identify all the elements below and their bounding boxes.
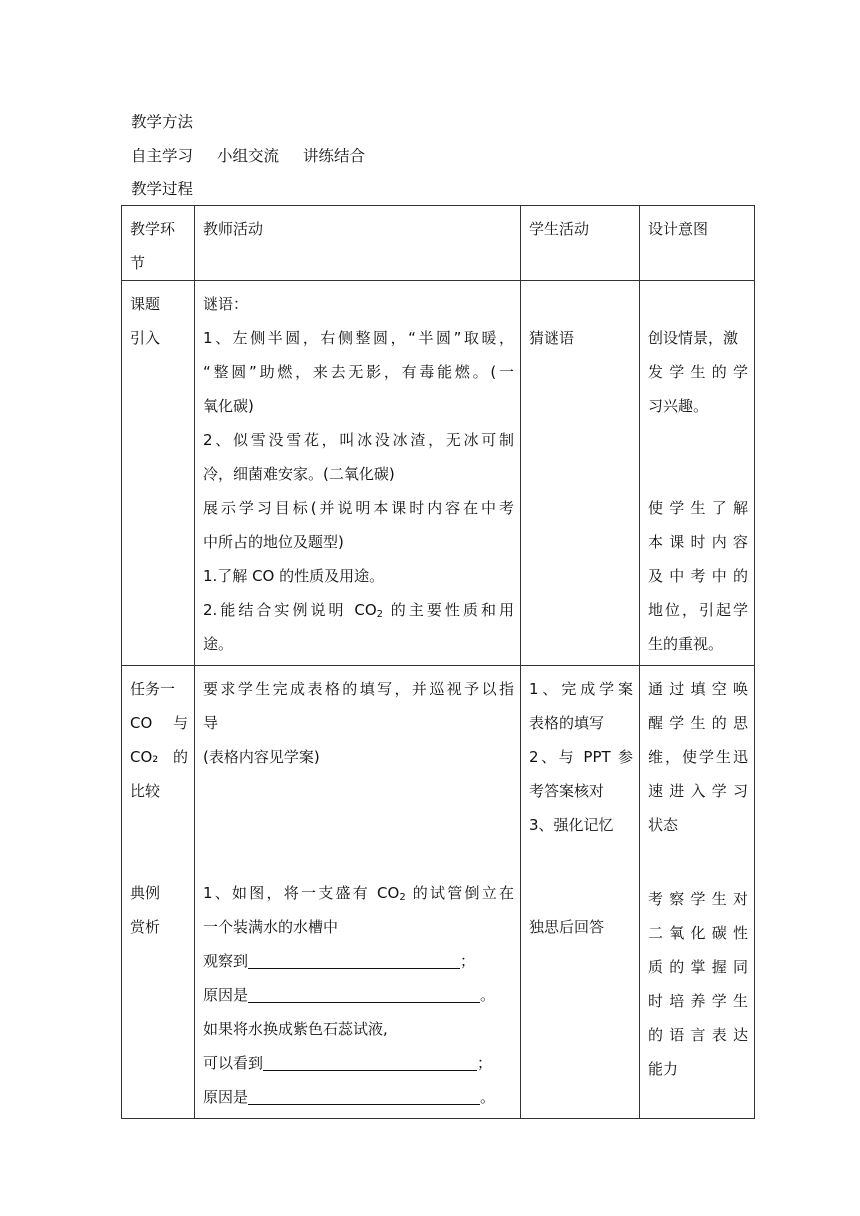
intent-line: 本课时内容: [648, 533, 748, 551]
teacher-line: 2、似雪没雪花，叫冰没冰渣，无冰可制: [203, 431, 514, 449]
header-teacher: 教师活动: [195, 206, 521, 281]
header-student: 学生活动: [521, 206, 640, 281]
stage-line: 赏析: [130, 918, 161, 936]
table-row: [122, 281, 755, 666]
method-item: 讲练结合: [303, 147, 366, 165]
stage-line: 引入: [130, 329, 161, 347]
teacher-line: 展示学习目标(并说明本课时内容在中考: [203, 499, 514, 517]
student-line: 2、与 PPT 参: [529, 748, 633, 766]
intent-line: 时培养学生: [648, 992, 748, 1010]
teacher-line: 2.能结合实例说明 $CO_2$ 的主要性质和用: [203, 601, 514, 620]
stage-line: 任务一: [130, 680, 176, 698]
stage-line: 典例: [130, 884, 161, 902]
teacher-line: 可以看到 ；: [203, 1054, 493, 1072]
stage-cell: [122, 281, 195, 666]
heading-teaching-method: 教学方法: [131, 113, 194, 131]
student-line: 1、完成学案: [529, 680, 633, 698]
teacher-line: 一个装满水的水槽中: [203, 918, 339, 936]
intent-line: 通过填空唤: [648, 680, 748, 698]
stage-line: CO₂ 的: [130, 748, 188, 766]
student-cell: [521, 281, 640, 666]
student-line: 3、强化记忆: [529, 816, 614, 834]
student-line: 独思后回答: [529, 918, 605, 936]
teacher-line: 中所占的地位及题型): [203, 533, 344, 551]
teacher-line: 1.了解 CO 的性质及用途。: [203, 567, 385, 585]
teacher-line: (表格内容见学案): [203, 748, 320, 766]
student-line: 考答案核对: [529, 782, 605, 800]
student-line: 表格的填写: [529, 714, 605, 732]
stage-line: 比较: [130, 782, 161, 800]
teaching-methods: [131, 146, 365, 166]
intent-line: 考察学生对: [648, 890, 748, 908]
intent-cell: [640, 666, 755, 1119]
intent-line: 状态: [648, 816, 679, 834]
teacher-line: 冷，细菌难安家。(二氧化碳): [203, 465, 395, 483]
student-cell: [521, 666, 640, 1119]
header-stage-line: 节: [130, 254, 146, 272]
answer-blank[interactable]: [248, 950, 460, 969]
intent-line: 创设情景，激: [648, 329, 739, 347]
intent-cell: [640, 281, 755, 666]
teacher-line: 导: [203, 714, 219, 732]
intent-line: 习兴趣。: [648, 397, 709, 415]
lesson-table: [121, 205, 755, 1119]
intent-line: 醒学生的思: [648, 714, 748, 732]
teacher-cell: [195, 281, 521, 666]
method-item: 自主学习: [131, 147, 194, 165]
intent-line: 二氧化碳性: [648, 924, 748, 942]
intent-line: 使学生了解: [648, 499, 748, 517]
table-header-row: [122, 206, 755, 281]
teacher-line: 氧化碳): [203, 397, 254, 415]
stage-line: 课题: [130, 295, 161, 313]
answer-blank[interactable]: [263, 1052, 477, 1071]
teacher-line: “整圆”助燃，来去无影，有毒能燃。(一: [203, 363, 514, 381]
teacher-line: 观察到 ；: [203, 952, 476, 970]
teacher-line: 要求学生完成表格的填写，并巡视予以指: [203, 680, 514, 698]
student-line: 猜谜语: [529, 329, 575, 347]
intent-line: 发学生的学: [648, 363, 748, 381]
answer-blank[interactable]: [248, 984, 480, 1003]
teacher-line: 途。: [203, 635, 234, 653]
intent-line: 地位，引起学: [648, 601, 748, 619]
teacher-line: 原因是 。: [203, 1088, 496, 1106]
teacher-cell: [195, 666, 521, 1119]
teacher-line: 1、左侧半圆，右侧整圆，“半圆”取暖，: [203, 329, 514, 347]
intent-line: 速进入学习: [648, 782, 748, 800]
stage-cell: [122, 666, 195, 1119]
answer-blank[interactable]: [248, 1086, 480, 1105]
header-stage: [122, 206, 195, 281]
heading-teaching-process: 教学过程: [131, 180, 194, 198]
intent-line: 生的重视。: [648, 635, 724, 653]
intent-line: 能力: [648, 1060, 679, 1078]
header-intent: 设计意图: [640, 206, 755, 281]
teacher-line: 如果将水换成紫色石蕊试液,: [203, 1020, 388, 1038]
teacher-line: 谜语：: [203, 295, 249, 313]
method-item: 小组交流: [217, 147, 280, 165]
table-row: [122, 666, 755, 1119]
intent-line: 维，使学生迅: [648, 748, 748, 766]
intent-line: 及中考中的: [648, 567, 748, 585]
intent-line: 的语言表达: [648, 1026, 748, 1044]
intent-line: 质的掌握同: [648, 958, 748, 976]
teacher-line: 原因是 。: [203, 986, 496, 1004]
teacher-line: 1、如图，将一支盛有 $CO_2$ 的试管倒立在: [203, 884, 514, 903]
stage-line: CO 与: [130, 714, 188, 732]
header-stage-line: 教学环: [130, 220, 176, 238]
